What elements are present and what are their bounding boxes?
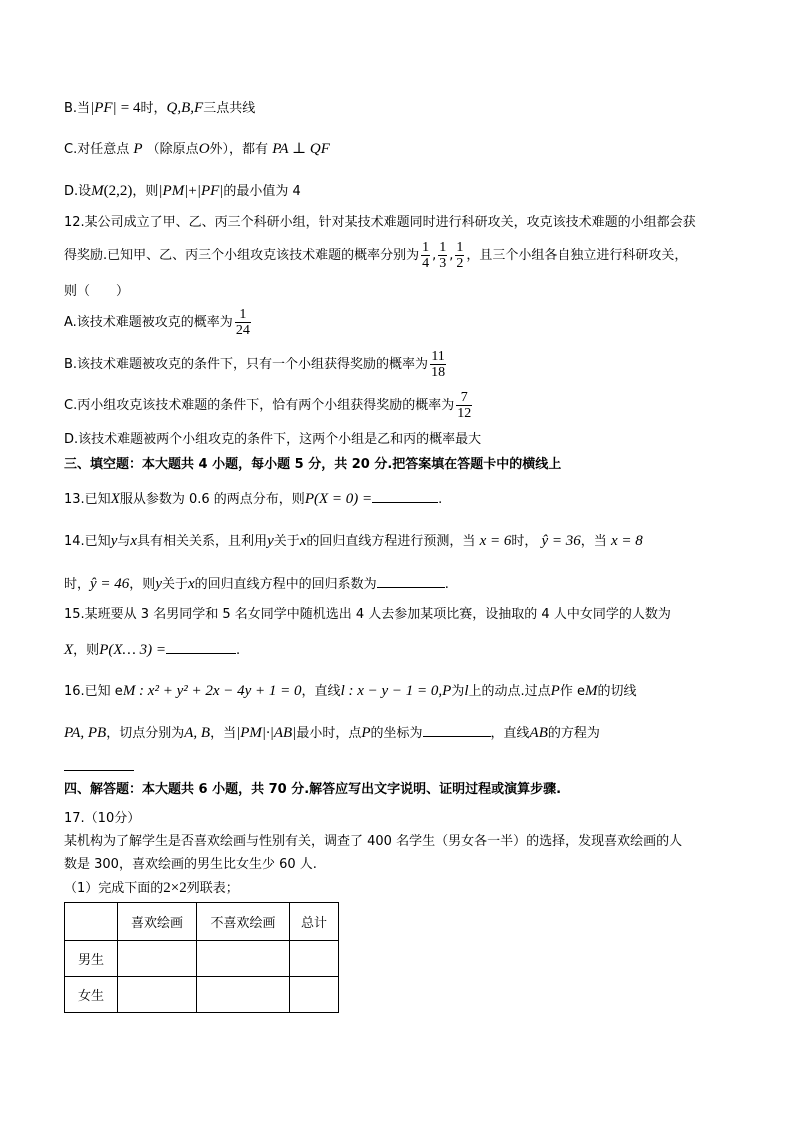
table-row xyxy=(65,941,339,977)
answer-blank[interactable] xyxy=(423,723,491,737)
contingency-table xyxy=(64,902,339,1013)
table-row xyxy=(65,977,339,1013)
q15-line2: X，则P(X… 3) = . xyxy=(64,642,241,658)
option-11c: C.对任意点 P （除原点O外），都有 PA ⊥ QF xyxy=(64,141,330,157)
q14-line1: 14.已知y与x具有相关关系，且利用y关于x的回归直线方程进行预测，当 x = 6时， ŷ = 36，当 x = 8 xyxy=(64,533,643,549)
q17-sub1: （1）完成下面的2×2列联表； xyxy=(64,880,239,896)
table-cell[interactable] xyxy=(118,941,197,977)
abs-pf: |PF| xyxy=(90,100,117,116)
prob-frac: $\frac{1}{2}$ xyxy=(456,240,464,271)
answer-blank[interactable] xyxy=(166,640,236,654)
q17-text1: 某机构为了解学生是否喜欢绘画与性别有关，调查了 400 名学生（男女各一半）的选择，发现喜欢绘画的人 xyxy=(64,834,683,849)
table-cell[interactable] xyxy=(197,941,290,977)
table-cell[interactable] xyxy=(290,977,339,1013)
table-cell[interactable] xyxy=(290,941,339,977)
table-row-label: 男生 xyxy=(65,941,118,977)
section-heading-4: 四、解答题：本大题共 6 小题，共 70 分.解答应写出文字说明、证明过程或演算步骤. xyxy=(64,782,562,797)
q12-line1: 12.某公司成立了甲、乙、丙三个科研小组，针对某技术难题同时进行科研攻关，攻克该技术难题的小组都会获 xyxy=(64,215,696,230)
table-header-cell: 不喜欢绘画 xyxy=(197,903,290,941)
section-heading-3: 三、填空题：本大题共 4 小题，每小题 5 分，共 20 分.把答案填在答题卡中的横线上 xyxy=(64,457,562,472)
table-header-cell xyxy=(65,903,118,941)
q12-line3: 则（ ） xyxy=(64,284,130,299)
prob-frac: $\frac{1}{3}$ xyxy=(439,240,447,271)
q12-option-c: C.丙小组攻克该技术难题的条件下，恰有两个小组获得奖励的概率为 $\frac{7}{12}$ xyxy=(64,390,472,421)
answer-blank[interactable] xyxy=(372,489,438,503)
table-row-label: 女生 xyxy=(65,977,118,1013)
prob-frac: $\frac{1}{4}$ xyxy=(422,240,430,271)
q15-line1: 15.某班要从 3 名男同学和 5 名女同学中随机选出 4 人去参加某项比赛，设抽取的 4 人中女同学的人数为 xyxy=(64,607,671,622)
q14-line2: 时，ŷ = 46，则y关于x的回归直线方程中的回归系数为 . xyxy=(64,576,449,592)
q12-option-a: A.该技术难题被攻克的概率为 $\frac{1}{24}$ xyxy=(64,307,250,338)
table-cell[interactable] xyxy=(197,977,290,1013)
table-header-cell: 喜欢绘画 xyxy=(118,903,197,941)
table-cell[interactable] xyxy=(118,977,197,1013)
q13: 13.已知X服从参数为 0.6 的两点分布，则P(X = 0) = . xyxy=(64,491,443,507)
answer-blank[interactable] xyxy=(377,574,445,588)
option-11d: D.设M(2,2)，则|PM|+|PF|的最小值为 4 xyxy=(64,183,301,199)
q16-line1: 16.已知 eM : x² + y² + 2x − 4y + 1 = 0，直线l : x − y − 1 = 0,P为l上的动点.过点P作 eM的切线 xyxy=(64,683,637,699)
q12-line2: 得奖励.已知甲、乙、丙三个小组攻克该技术难题的概率分别为 $\frac{1}{4}$ , $\frac{1}{3}$ , $\frac{1}{2}$ ，且三个小组各自独立进行科研攻关， xyxy=(64,240,688,271)
answer-blank[interactable] xyxy=(64,770,134,771)
q12-option-d: D.该技术难题被两个小组攻克的条件下，这两个小组是乙和丙的概率最大 xyxy=(64,432,482,447)
q16-line2: PA, PB，切点分别为A, B，当|PM|·|AB|最小时，点P的坐标为 ，直线AB的方程为 xyxy=(64,725,600,741)
q17-text2: 数是 300，喜欢绘画的男生比女生少 60 人. xyxy=(64,857,317,872)
q12-option-b: B.该技术难题被攻克的条件下，只有一个小组获得奖励的概率为 $\frac{11}{18}$ xyxy=(64,349,446,380)
q17-head: 17.（10分） xyxy=(64,811,141,826)
option-11b: B.当|PF| = 4时，Q,B,F三点共线 xyxy=(64,100,256,116)
table-header-cell: 总计 xyxy=(290,903,339,941)
